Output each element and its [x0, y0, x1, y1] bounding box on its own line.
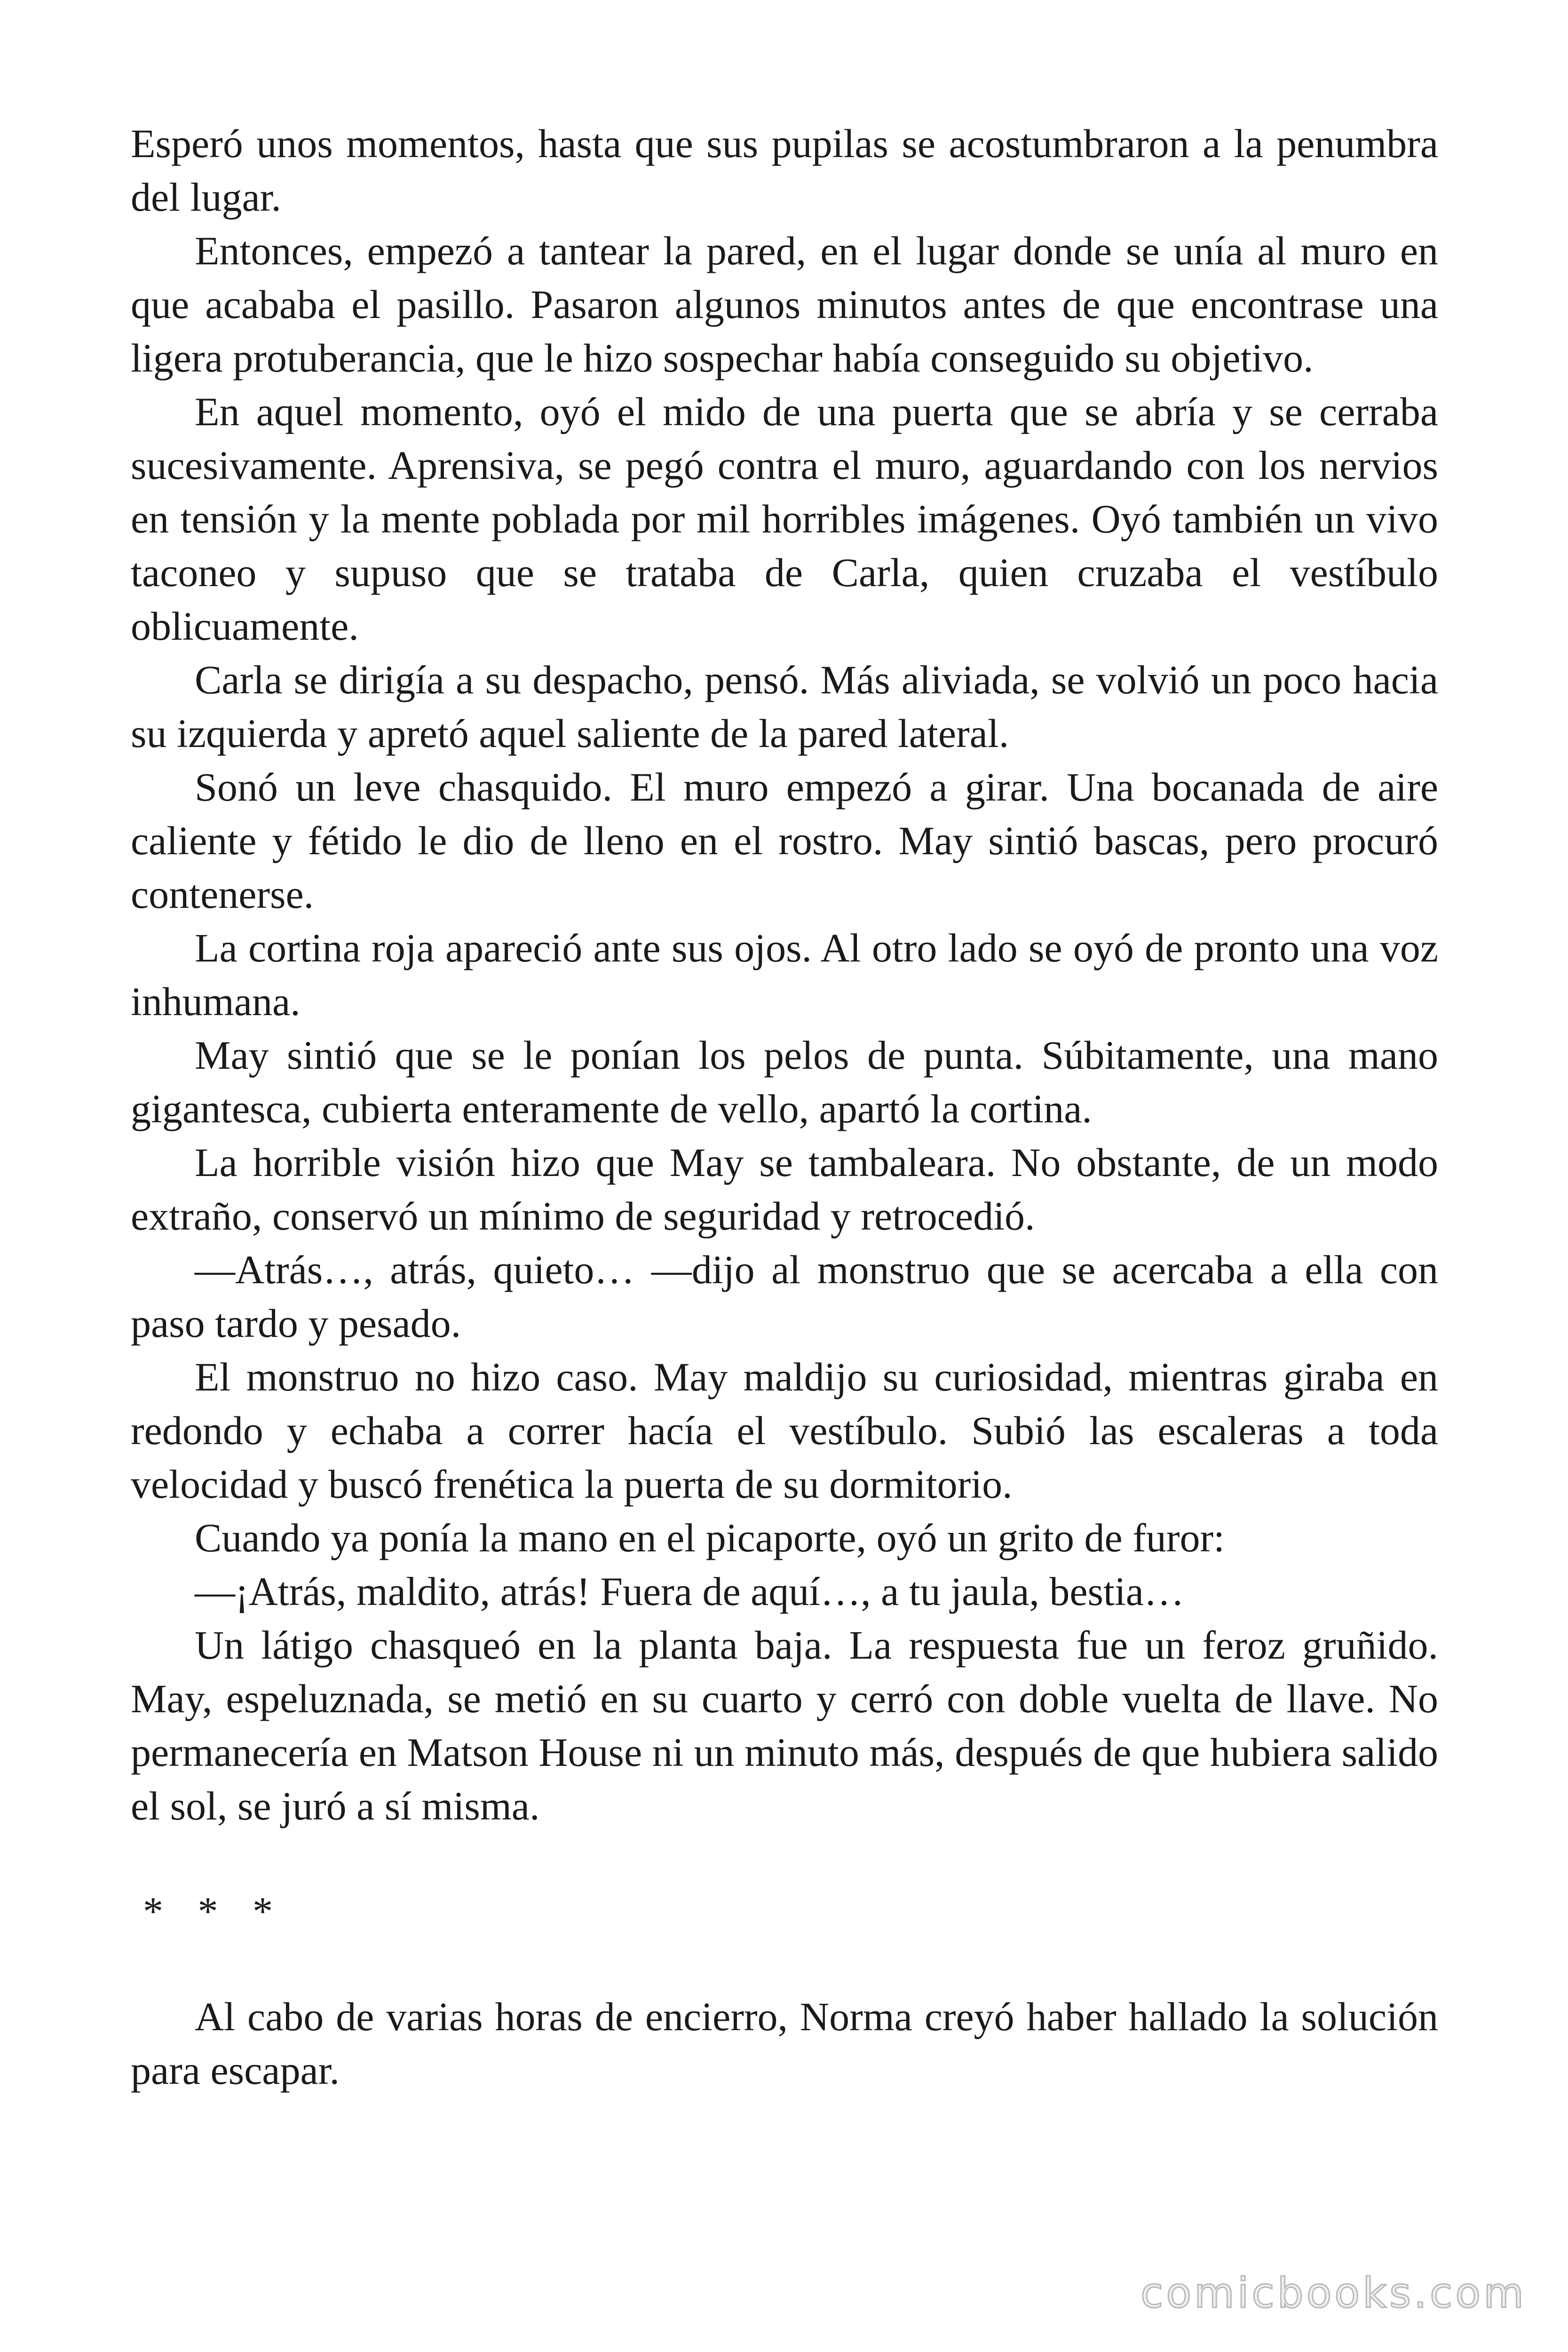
paragraph: Entonces, empezó a tantear la pared, en el lugar donde se unía al muro en que acababa el pasillo. Pasaron algunos minutos antes de que encontrase una ligera protuberancia, que le hizo sospechar había conseguido su objetivo.	[131, 228, 1438, 381]
paragraph: La horrible visión hizo que May se tambaleara. No obstante, de un modo extraño, conservó un mínimo de seguridad y retrocedió.	[131, 1140, 1438, 1239]
paragraph: La cortina roja apareció ante sus ojos. Al otro lado se oyó de pronto una voz inhumana.	[131, 925, 1438, 1024]
paragraph: Un látigo chasqueó en la planta baja. La respuesta fue un feroz gruñido. May, espeluznada, se metió en su cuarto y cerró con doble vuelta de llave. No permanecería en Matson House ni un minuto más, después de que hubiera salido el sol, se juró a sí misma.	[131, 1622, 1438, 1828]
paragraph: Carla se dirigía a su despacho, pensó. Más aliviada, se volvió un poco hacia su izquierda y apretó aquel saliente de la pared lateral.	[131, 657, 1438, 756]
paragraph: Al cabo de varias horas de encierro, Norma creyó haber hallado la solución para escapar.	[131, 1994, 1438, 2093]
paragraph: —Atrás…, atrás, quieto… —dijo al monstruo que se acercaba a ella con paso tardo y pesado.	[131, 1247, 1438, 1346]
paragraph: Sonó un leve chasquido. El muro empezó a girar. Una bocanada de aire caliente y fétido le dio de lleno en el rostro. May sintió bascas, pero procuró contenerse.	[131, 764, 1438, 917]
paragraph: —¡Atrás, maldito, atrás! Fuera de aquí…, a tu jaula, bestia…	[195, 1569, 1184, 1614]
paragraph: May sintió que se le ponían los pelos de punta. Súbitamente, una mano gigantesca, cubierta enteramente de vello, apartó la cortina.	[131, 1033, 1438, 1131]
paragraph: Cuando ya ponía la mano en el picaporte, oyó un grito de furor:	[195, 1515, 1225, 1560]
paragraph: El monstruo no hizo caso. May maldijo su curiosidad, mientras giraba en redondo y echaba a correr hacía el vestíbulo. Subió las escaleras a toda velocidad y buscó frenética la puerta de su dormitorio.	[131, 1354, 1438, 1507]
paragraph: Esperó unos momentos, hasta que sus pupilas se acostumbraron a la penumbra del lugar.	[131, 121, 1438, 220]
body-text	[131, 117, 1438, 2097]
watermark: comicbooks.com	[1140, 2269, 1527, 2317]
scene-break: * * *	[143, 1889, 285, 1934]
paragraph: En aquel momento, oyó el mido de una puerta que se abría y se cerraba sucesivamente. Aprensiva, se pegó contra el muro, aguardando con los nervios en tensión y la mente poblada por mil horribles imágenes. Oyó también un vivo taconeo y supuso que se trataba de Carla, quien cruzaba el vestíbulo oblicuamente.	[131, 389, 1438, 649]
